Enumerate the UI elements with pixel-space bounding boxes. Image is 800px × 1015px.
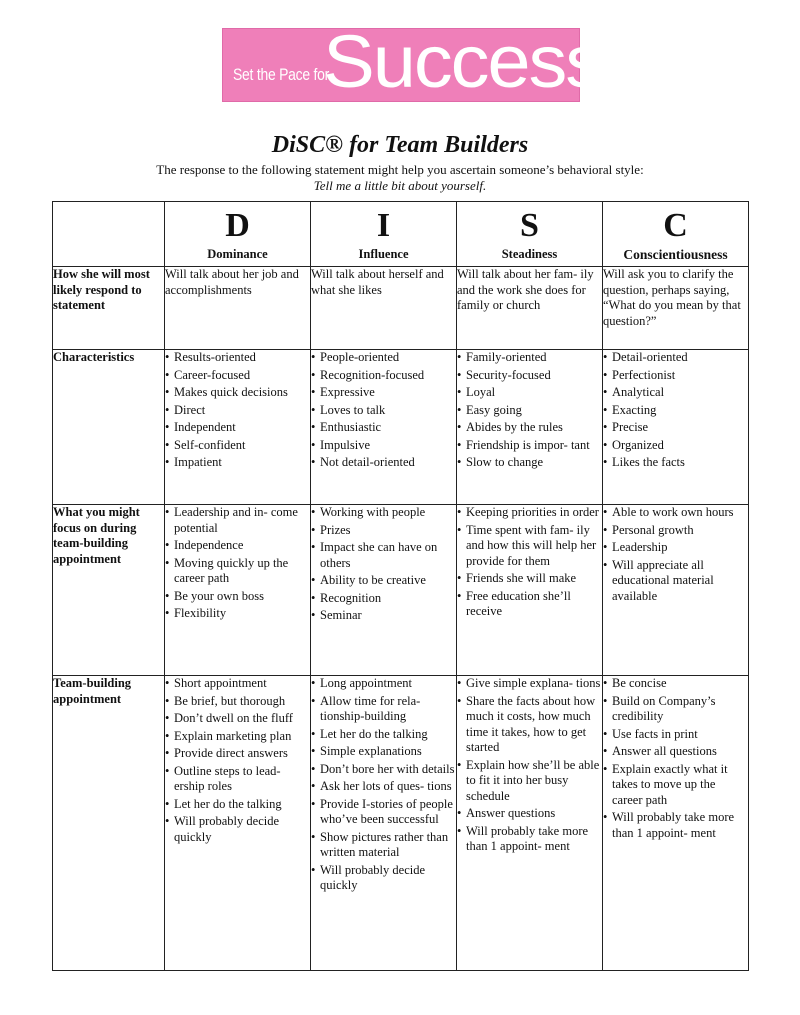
list-item: • Likes the facts xyxy=(603,455,748,471)
table-cell xyxy=(457,505,603,676)
list-item: • Don’t dwell on the fluff xyxy=(165,711,310,727)
list-item: • Not detail-oriented xyxy=(311,455,456,471)
table-cell: Will talk about her job and accomplishments xyxy=(165,267,311,350)
list-item: • Analytical xyxy=(603,385,748,401)
row-label: How she will most likely respond to statement xyxy=(53,267,165,350)
page-subtitle: The response to the following statement might help you ascertain someone’s behavioral style: xyxy=(156,162,644,177)
list-item: • Flexibility xyxy=(165,606,310,622)
list-item: • Able to work own hours xyxy=(603,505,748,521)
list-item: • Impulsive xyxy=(311,438,456,454)
list-item: • Detail-oriented xyxy=(603,350,748,366)
list-item: • Provide direct answers xyxy=(165,746,310,762)
bullet-list xyxy=(311,505,456,624)
table-cell xyxy=(165,676,311,971)
list-item: • Be concise xyxy=(603,676,748,692)
table-cell xyxy=(311,350,457,505)
bullet-list xyxy=(165,505,310,622)
list-item: • Ask her lots of ques- tions xyxy=(311,779,456,795)
table-cell xyxy=(457,676,603,971)
success-banner-logo xyxy=(222,20,602,103)
list-item: • Long appointment xyxy=(311,676,456,692)
row-label: Team-building appointment xyxy=(53,676,165,971)
list-item: • Easy going xyxy=(457,403,602,419)
list-item: • Enthusiastic xyxy=(311,420,456,436)
table-cell: Will ask you to clarify the question, perhaps saying, “What do you mean by that question?” xyxy=(603,267,749,350)
list-item: • Leadership xyxy=(603,540,748,556)
bullet-list xyxy=(603,505,748,604)
list-item: • Free education she’ll receive xyxy=(457,589,602,620)
list-item: • Will probably decide quickly xyxy=(165,814,310,845)
bullet-list xyxy=(311,350,456,471)
column-name: Conscientiousness xyxy=(623,247,728,262)
list-item: • Impatient xyxy=(165,455,310,471)
column-header-d xyxy=(165,202,311,267)
column-header-s xyxy=(457,202,603,267)
list-item: • Slow to change xyxy=(457,455,602,471)
list-item: • Answer all questions xyxy=(603,744,748,760)
list-item: • Precise xyxy=(603,420,748,436)
list-item: • Recognition-focused xyxy=(311,368,456,384)
list-item: • Friends she will make xyxy=(457,571,602,587)
list-item: • Independent xyxy=(165,420,310,436)
bullet-list xyxy=(311,676,456,894)
list-item: • Career-focused xyxy=(165,368,310,384)
column-name: Influence xyxy=(358,247,409,261)
table-cell xyxy=(603,676,749,971)
table-row xyxy=(53,505,749,676)
list-item: • Self-confident xyxy=(165,438,310,454)
banner-word: Success xyxy=(323,20,602,103)
list-item: • Independence xyxy=(165,538,310,554)
column-name: Steadiness xyxy=(501,247,558,261)
table-header-row xyxy=(53,202,749,267)
table-cell xyxy=(165,505,311,676)
list-item: • Short appointment xyxy=(165,676,310,692)
list-item: • Organized xyxy=(603,438,748,454)
bullet-list xyxy=(457,676,602,855)
bullet-list xyxy=(603,676,748,841)
column-letter: C xyxy=(663,207,688,244)
list-item: • Personal growth xyxy=(603,523,748,539)
list-item: • Show pictures rather than written material xyxy=(311,830,456,861)
list-item: • Build on Company’s credibility xyxy=(603,694,748,725)
list-item: • Ability to be creative xyxy=(311,573,456,589)
list-item: • Direct xyxy=(165,403,310,419)
list-item: • Seminar xyxy=(311,608,456,624)
list-item: • Moving quickly up the career path xyxy=(165,556,310,587)
table-cell xyxy=(311,676,457,971)
list-item: • Time spent with fam- ily and how this will help her provide for them xyxy=(457,523,602,570)
table-cell xyxy=(311,505,457,676)
column-letter: D xyxy=(225,207,250,244)
bullet-list xyxy=(165,676,310,845)
column-letter: S xyxy=(520,207,539,244)
row-label: Characteristics xyxy=(53,350,165,505)
list-item: • Family-oriented xyxy=(457,350,602,366)
list-item: • Explain marketing plan xyxy=(165,729,310,745)
list-item: • Be your own boss xyxy=(165,589,310,605)
table-cell: Will talk about her fam- ily and the work she does for family or church xyxy=(457,267,603,350)
list-item: • Answer questions xyxy=(457,806,602,822)
disc-table xyxy=(52,201,749,971)
list-item: • Will probably decide quickly xyxy=(311,863,456,894)
list-item: • Prizes xyxy=(311,523,456,539)
bullet-list xyxy=(457,350,602,471)
list-item: • Share the facts about how much it costs, how much time it takes, how to get started xyxy=(457,694,602,756)
banner-prefix: Set the Pace for xyxy=(233,65,330,84)
column-header-c xyxy=(603,202,749,267)
list-item: • Let her do the talking xyxy=(311,727,456,743)
list-item: • Perfectionist xyxy=(603,368,748,384)
list-item: • Be brief, but thorough xyxy=(165,694,310,710)
table-cell xyxy=(603,505,749,676)
column-name: Dominance xyxy=(207,247,268,261)
list-item: • Will probably take more than 1 appoint- ment xyxy=(457,824,602,855)
list-item: • Keeping priorities in order xyxy=(457,505,602,521)
list-item: • Outline steps to lead- ership roles xyxy=(165,764,310,795)
list-item: • Use facts in print xyxy=(603,727,748,743)
list-item: • Impact she can have on others xyxy=(311,540,456,571)
table-row xyxy=(53,267,749,350)
table-row xyxy=(53,350,749,505)
column-header-i xyxy=(311,202,457,267)
list-item: • Will appreciate all educational material available xyxy=(603,558,748,605)
list-item: • Allow time for rela- tionship-building xyxy=(311,694,456,725)
list-item: • Results-oriented xyxy=(165,350,310,366)
bullet-list xyxy=(603,350,748,471)
list-item: • Abides by the rules xyxy=(457,420,602,436)
statement-prompt: Tell me a little bit about yourself. xyxy=(313,178,487,193)
list-item: • Working with people xyxy=(311,505,456,521)
row-label: What you might focus on during team-building appointment xyxy=(53,505,165,676)
list-item: • Security-focused xyxy=(457,368,602,384)
list-item: • Loyal xyxy=(457,385,602,401)
table-row xyxy=(53,676,749,971)
list-item: • Recognition xyxy=(311,591,456,607)
list-item: • Leadership and in- come potential xyxy=(165,505,310,536)
bullet-list xyxy=(457,505,602,620)
list-item: • Don’t bore her with details xyxy=(311,762,456,778)
list-item: • Simple explanations xyxy=(311,744,456,760)
table-cell xyxy=(603,350,749,505)
column-letter: I xyxy=(376,207,391,244)
page-title: DiSC® for Team Builders xyxy=(271,132,529,158)
list-item: • Loves to talk xyxy=(311,403,456,419)
list-item: • Exacting xyxy=(603,403,748,419)
list-item: • Explain how she’ll be able to fit it into her busy schedule xyxy=(457,758,602,805)
list-item: • Friendship is impor- tant xyxy=(457,438,602,454)
bullet-list xyxy=(165,350,310,471)
list-item: • Will probably take more than 1 appoint- ment xyxy=(603,810,748,841)
list-item: • Give simple explana- tions xyxy=(457,676,602,692)
table-cell xyxy=(457,350,603,505)
table-cell: Will talk about herself and what she likes xyxy=(311,267,457,350)
list-item: • Let her do the talking xyxy=(165,797,310,813)
list-item: • Makes quick decisions xyxy=(165,385,310,401)
list-item: • Expressive xyxy=(311,385,456,401)
list-item: • Provide I-stories of people who’ve been successful xyxy=(311,797,456,828)
corner-cell xyxy=(53,202,165,267)
list-item: • Explain exactly what it takes to move up the career path xyxy=(603,762,748,809)
list-item: • People-oriented xyxy=(311,350,456,366)
table-cell xyxy=(165,350,311,505)
